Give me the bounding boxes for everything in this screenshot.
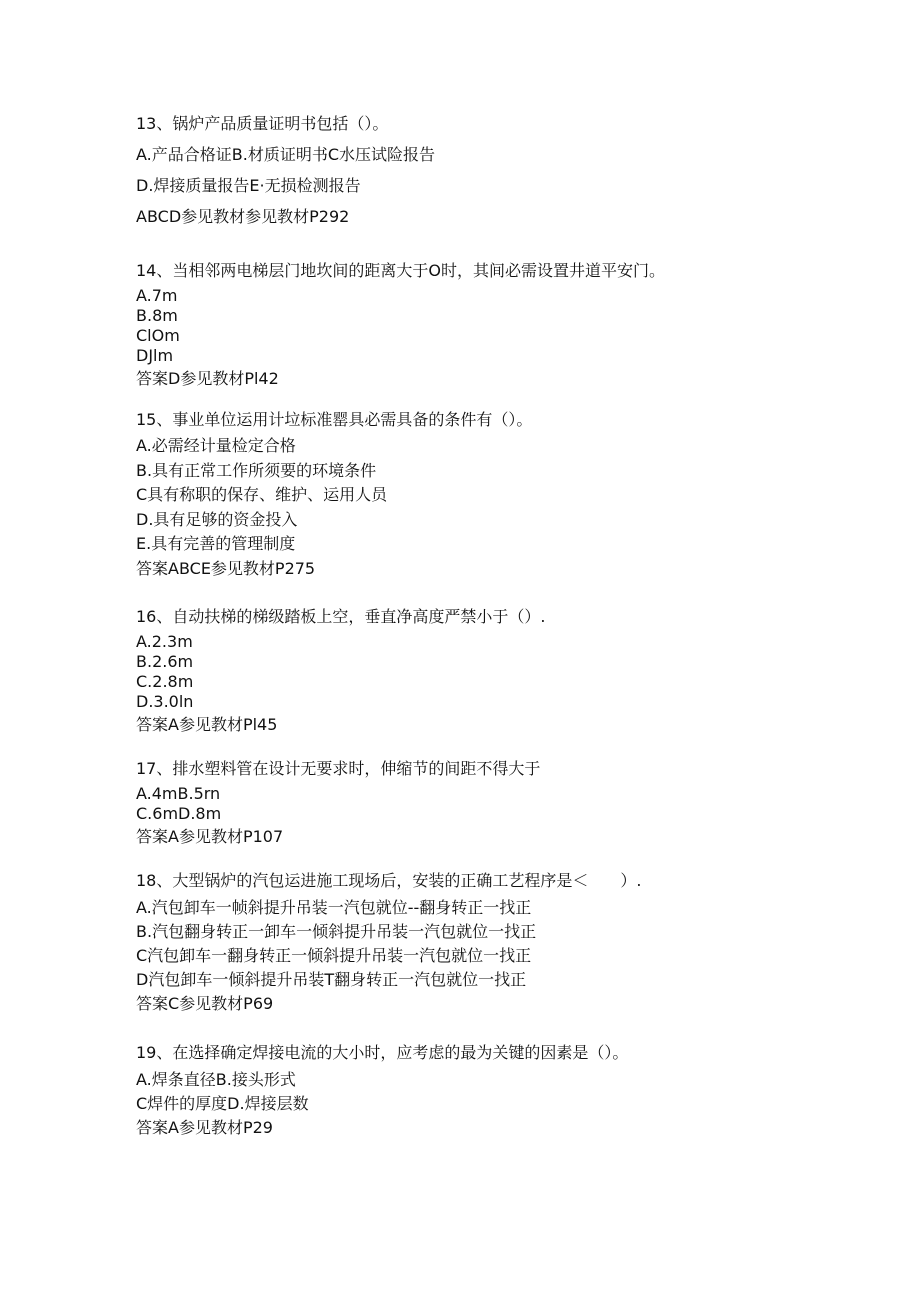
option-line: A.4mB.5rn xyxy=(136,784,221,803)
option-line: D汽包卸车一倾斜提升吊装T翻身转正一汽包就位一找正 xyxy=(136,970,527,989)
question-stem: 16、自动扶梯的梯级踏板上空，垂直净高度严禁小于（）. xyxy=(136,607,546,626)
question-13 xyxy=(136,108,876,232)
answer-line: 答案A参见教材P107 xyxy=(136,827,284,846)
question-stem: 17、排水塑料管在设计无要求时，伸缩节的间距不得大于 xyxy=(136,759,541,778)
option-line: A.焊条直径B.接头形式 xyxy=(136,1070,296,1089)
option-line: A.2.3m xyxy=(136,632,193,651)
option-line: A.必需经计量检定合格 xyxy=(136,436,296,455)
answer-line: ABCD参见教材参见教材P292 xyxy=(136,207,350,226)
question-stem: 15、事业单位运用计垃标准罂具必需具备的条件有（）。 xyxy=(136,410,533,429)
option-line: A.产品合格证B.材质证明书C水压试险报告 xyxy=(136,145,435,164)
option-line: A.7m xyxy=(136,286,178,305)
answer-line: 答案C参见教材P69 xyxy=(136,994,274,1013)
option-line: D.具有足够的资金投入 xyxy=(136,509,298,529)
answer-line: 答案ABCE参见教材P275 xyxy=(136,558,316,578)
question-stem: 13、锅炉产品质量证明书包括（）。 xyxy=(136,114,389,133)
option-line: D.焊接质量报告E·无损检测报告 xyxy=(136,176,361,195)
answer-line: 答案A参见教材Pl45 xyxy=(136,715,278,734)
question-16 xyxy=(136,601,876,735)
option-line: C.6mD.8m xyxy=(136,804,222,823)
option-line: C具有称职的保存、维护、运用人员 xyxy=(136,485,388,504)
option-line: B.8m xyxy=(136,306,178,325)
option-line: B.汽包翻身转正一卸车一倾斜提升吊装一汽包就位一找正 xyxy=(136,922,537,941)
question-stem: 19、在选择确定焊接电流的大小时，应考虑的最为关键的因素是（）。 xyxy=(136,1043,629,1062)
option-line: C.2.8m xyxy=(136,672,194,691)
option-line: B.2.6m xyxy=(136,652,194,671)
answer-line: 答案A参见教材P29 xyxy=(136,1118,273,1137)
question-14 xyxy=(136,255,876,389)
option-line: DJlm xyxy=(136,346,174,365)
question-17 xyxy=(136,753,876,847)
question-stem: 14、当相邻两电梯层门地坎间的距离大于O时，其间必需设置井道平安门。 xyxy=(136,261,665,280)
question-18 xyxy=(136,866,876,1016)
question-stem: 18、大型锅炉的汽包运进施工现场后，安装的正确工艺程序是＜ ）. xyxy=(136,871,642,890)
option-line: C汽包卸车一翻身转正一倾斜提升吊装一汽包就位一找正 xyxy=(136,946,532,965)
question-15 xyxy=(136,406,876,581)
option-line: A.汽包卸车一帧斜提升吊装一汽包就位--翻身转正一找正 xyxy=(136,898,532,917)
option-line: C焊件的厚度D.焊接层数 xyxy=(136,1094,309,1113)
question-19 xyxy=(136,1038,876,1140)
option-line: E.具有完善的管理制度 xyxy=(136,534,296,553)
option-line: B.具有正常工作所须要的环境条件 xyxy=(136,460,377,480)
option-line: D.3.0ln xyxy=(136,692,194,711)
answer-line: 答案D参见教材Pl42 xyxy=(136,369,279,388)
option-line: ClOm xyxy=(136,326,180,345)
